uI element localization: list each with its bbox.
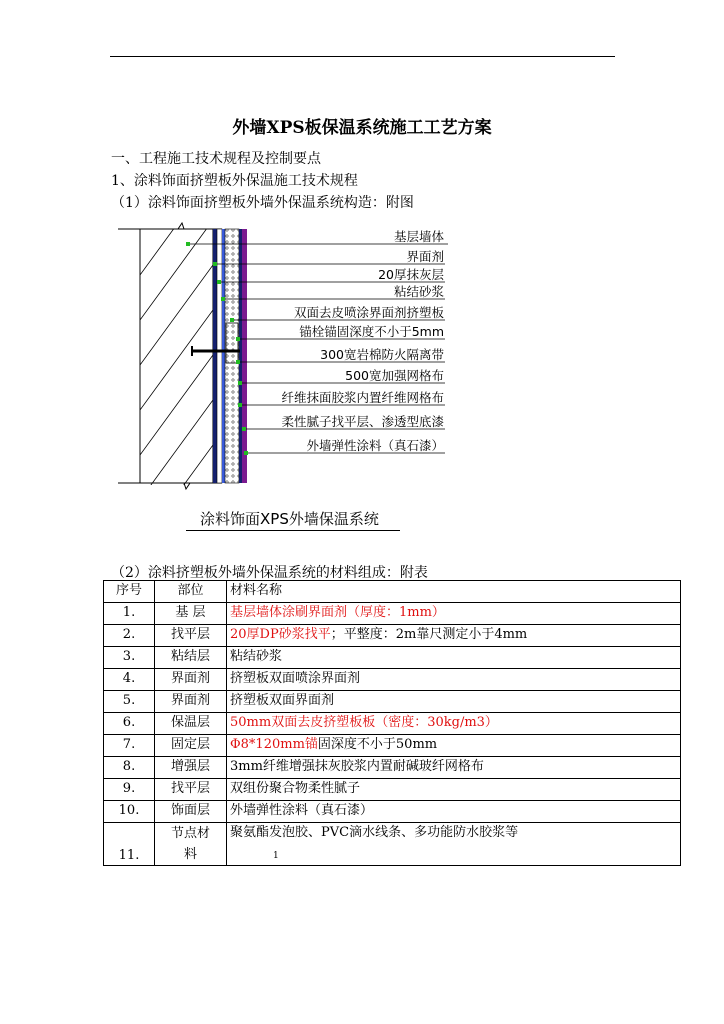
label-firebreak: 300宽岩棉防火隔离带 bbox=[320, 347, 444, 362]
subsection-heading: 1、涂料饰面挤塑板外保温施工技术规程 bbox=[111, 173, 358, 189]
header-rule bbox=[110, 56, 615, 57]
caption-underline bbox=[186, 530, 400, 531]
header-material: 材料名称 bbox=[227, 581, 681, 603]
label-finish-paint: 外墙弹性涂料（真石漆） bbox=[306, 438, 444, 453]
plaster-layer bbox=[217, 229, 222, 483]
table-row: 5. 界面剂 挤塑板双面界面剂 bbox=[104, 691, 681, 713]
label-bond-mortar: 粘结砂浆 bbox=[393, 284, 444, 299]
label-plaster: 20厚抹灰层 bbox=[378, 267, 444, 282]
finish-coat-layer bbox=[242, 229, 247, 483]
figure-intro: （1）涂料饰面挤塑板外墙外保温系统构造：附图 bbox=[111, 195, 414, 211]
table-row: 7. 固定层 Φ8*120mm锚固深度不小于50mm bbox=[104, 735, 681, 757]
page-number: 1 bbox=[273, 851, 279, 861]
table-row: 4. 界面剂 挤塑板双面喷涂界面剂 bbox=[104, 669, 681, 691]
bond-mortar-layer bbox=[222, 229, 225, 483]
header-part: 部位 bbox=[155, 581, 227, 603]
label-putty-primer: 柔性腻子找平层、渗透型底漆 bbox=[281, 414, 444, 429]
label-anchor: 锚栓锚固深度不小于5mm bbox=[299, 324, 444, 339]
table-row: 2. 找平层 20厚DP砂浆找平；平整度：2m靠尺测定小于4mm bbox=[104, 625, 681, 647]
figure-caption: 涂料饰面XPS外墙保温系统 bbox=[200, 510, 379, 528]
label-interface-agent: 界面剂 bbox=[406, 249, 444, 264]
document-title: 外墙XPS板保温系统施工工艺方案 bbox=[232, 118, 492, 138]
table-row: 1. 基 层 基层墙体涂刷界面剂（厚度：1mm） bbox=[104, 603, 681, 625]
mesh-layer bbox=[239, 229, 242, 483]
label-xps-board: 双面去皮喷涂界面剂挤塑板 bbox=[293, 305, 444, 320]
table-row: 10. 饰面层 外墙弹性涂料（真石漆） bbox=[104, 801, 681, 823]
label-base-wall: 基层墙体 bbox=[393, 229, 444, 244]
label-reinforce-mesh: 500宽加强网格布 bbox=[345, 368, 444, 383]
table-row: 6. 保温层 50mm双面去皮挤塑板板（密度：30kg/m3） bbox=[104, 713, 681, 735]
label-fiber-mortar: 纤维抹面胶浆内置纤维网格布 bbox=[281, 390, 444, 405]
insulation-diagram bbox=[110, 215, 460, 495]
table-row: 3. 粘结层 粘结砂浆 bbox=[104, 647, 681, 669]
section-heading: 一、工程施工技术规程及控制要点 bbox=[111, 151, 321, 167]
table-row: 8. 增强层 3mm纤维增强抹灰胶浆内置耐碱玻纤网格布 bbox=[104, 757, 681, 779]
table-row: 9. 找平层 双组份聚合物柔性腻子 bbox=[104, 779, 681, 801]
base-wall bbox=[140, 229, 213, 483]
table-header-row bbox=[104, 581, 681, 603]
materials-table bbox=[103, 580, 681, 866]
interface-layer bbox=[213, 229, 217, 483]
table-intro: （2）涂料挤塑板外墙外保温系统的材料组成：附表 bbox=[111, 565, 428, 581]
header-no: 序号 bbox=[104, 581, 155, 603]
table-row-node-materials: 11. 节点材 料 聚氨酯发泡胶、PVC滴水线条、多功能防水胶浆等 bbox=[104, 823, 681, 866]
xps-board-layer bbox=[225, 229, 239, 483]
